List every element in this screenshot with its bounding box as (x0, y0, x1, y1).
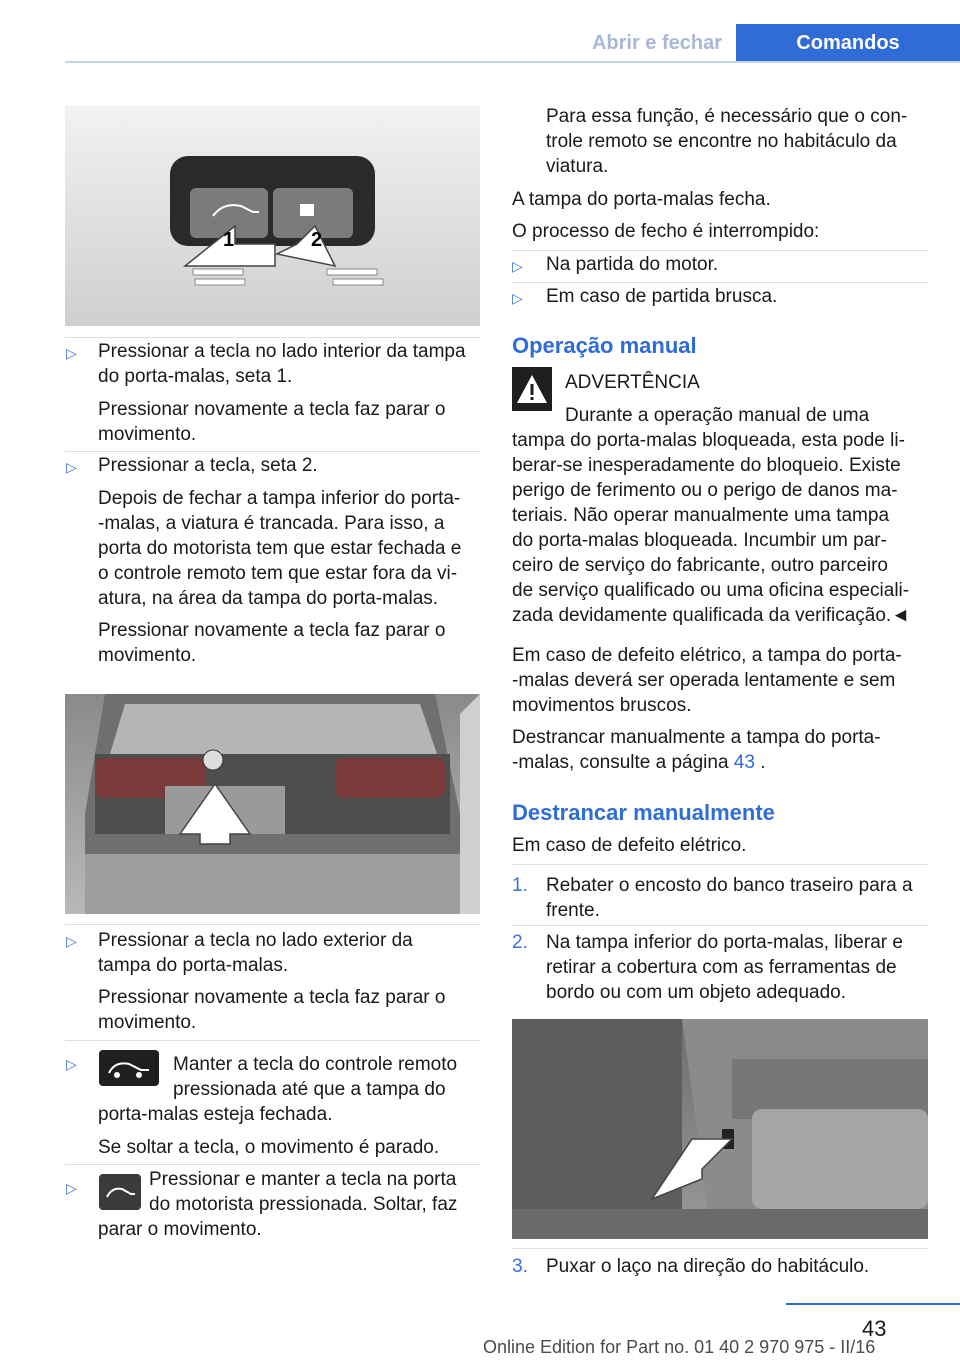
figure-trunk-floor (512, 1019, 928, 1239)
chapter-tab[interactable]: Comandos (736, 24, 960, 62)
paragraph: O processo de fecho é interrompido: (512, 221, 820, 242)
bullet-subtext: Depois de fechar a tampa inferior do porta- (98, 488, 461, 509)
step-number: 3. (512, 1256, 528, 1277)
page-link[interactable]: 43 (733, 752, 755, 773)
bullet-subtext: movimento. (98, 424, 197, 445)
list-divider (512, 282, 928, 283)
list-divider (65, 337, 480, 338)
list-divider (65, 1040, 480, 1041)
step-number: 1. (512, 875, 528, 896)
step-number: 2. (512, 932, 528, 953)
bullet-text: porta-malas esteja fechada. (98, 1104, 333, 1125)
bullet-subtext: atura, na área da tampa do porta-malas. (98, 588, 439, 609)
list-divider (512, 1248, 928, 1249)
warning-text: perigo de ferimento ou o perigo de danos ma- (512, 480, 898, 501)
figure-car-rear (65, 694, 480, 914)
car-icon (99, 1050, 159, 1086)
list-divider (65, 924, 480, 925)
list-divider (65, 1164, 480, 1165)
step-text: frente. (546, 900, 600, 921)
bullet-text: tampa do porta-malas. (98, 955, 289, 976)
figure-inside-buttons (65, 106, 480, 326)
warning-triangle-icon (512, 367, 552, 411)
bullet-icon: ▷ (66, 345, 77, 361)
section-heading: Destrancar manualmente (512, 800, 775, 825)
paragraph: Destrancar manualmente a tampa do porta- (512, 727, 881, 748)
continuation-text: viatura. (546, 156, 609, 177)
paragraph (512, 750, 766, 775)
bullet-text: Na partida do motor. (546, 254, 719, 275)
bullet-text: Pressionar a tecla, seta 2. (98, 455, 318, 476)
header-divider (65, 61, 960, 63)
figure-trunk-floor-drawing (512, 1019, 928, 1239)
step-text: bordo ou com um objeto adequado. (546, 982, 846, 1003)
bullet-text: do motorista pressionada. Soltar, faz (149, 1194, 458, 1215)
bullet-icon: ▷ (66, 933, 77, 949)
arrow-label-1: 1 (223, 229, 235, 251)
warning-text: zada devidamente qualificada da verificação.◄ (512, 605, 910, 626)
footer-divider (786, 1303, 960, 1305)
step-text: Puxar o laço na direção do habitáculo. (546, 1256, 870, 1277)
list-divider (512, 864, 928, 865)
bullet-subtext: Se soltar a tecla, o movimento é parado. (98, 1137, 440, 1158)
step-text: Rebater o encosto do banco traseiro para a (546, 875, 913, 896)
bullet-text: pressionada até que a tampa do (173, 1079, 446, 1100)
list-divider (65, 451, 480, 452)
warning-text: de serviço qualificado ou uma oficina especiali- (512, 580, 910, 601)
bullet-text: parar o movimento. (98, 1219, 262, 1240)
bullet-text: Em caso de partida brusca. (546, 286, 778, 307)
bullet-subtext: porta do motorista tem que estar fechada e (98, 538, 462, 559)
bullet-text: Pressionar a tecla no lado interior da tampa (98, 341, 466, 362)
bullet-subtext: o controle remoto tem que estar fora da vi- (98, 563, 458, 584)
bullet-subtext: movimento. (98, 1012, 197, 1033)
bullet-icon: ▷ (512, 290, 523, 306)
paragraph: -malas deverá ser operada lentamente e sem (512, 670, 896, 691)
car-icon (99, 1174, 141, 1210)
bullet-icon: ▷ (66, 1056, 77, 1072)
warning-text: do porta-malas bloqueada. Incumbir um par- (512, 530, 887, 551)
warning-title: ADVERTÊNCIA (565, 372, 700, 393)
list-divider (512, 925, 928, 926)
bullet-text: Manter a tecla do controle remoto (173, 1054, 458, 1075)
paragraph: Em caso de defeito elétrico, a tampa do porta- (512, 645, 902, 666)
page-number: 43 (862, 1316, 887, 1341)
bullet-text: do porta-malas, seta 1. (98, 366, 293, 387)
warning-text: berar-se inesperadamente do bloqueio. Existe (512, 455, 901, 476)
bullet-subtext: -malas, a viatura é trancada. Para isso, a (98, 513, 445, 534)
bullet-text: Pressionar a tecla no lado exterior da (98, 930, 413, 951)
step-text: retirar a cobertura com as ferramentas de (546, 957, 897, 978)
bullet-icon: ▷ (66, 459, 77, 475)
paragraph: Em caso de defeito elétrico. (512, 835, 747, 856)
continuation-text: Para essa função, é necessário que o con- (546, 106, 908, 127)
section-tab[interactable]: Abrir e fechar (591, 31, 723, 54)
bullet-subtext: movimento. (98, 645, 197, 666)
warning-text: tampa do porta-malas bloqueada, esta pode li- (512, 430, 905, 451)
paragraph-text: . (754, 752, 766, 773)
warning-text: Durante a operação manual de uma (565, 405, 870, 426)
bullet-subtext: Pressionar novamente a tecla faz parar o (98, 399, 446, 420)
list-divider (512, 250, 928, 251)
bullet-text: Pressionar e manter a tecla na porta (149, 1169, 457, 1190)
warning-text: teriais. Não operar manualmente uma tampa (512, 505, 890, 526)
bullet-subtext: Pressionar novamente a tecla faz parar o (98, 987, 446, 1008)
section-heading: Operação manual (512, 333, 697, 358)
bullet-icon: ▷ (66, 1180, 77, 1196)
figure-inside-buttons-drawing (65, 106, 480, 326)
paragraph-text: -malas, consulte a página (512, 752, 734, 773)
figure-car-rear-drawing (65, 694, 480, 914)
bullet-subtext: Pressionar novamente a tecla faz parar o (98, 620, 446, 641)
edition-text: Online Edition for Part no. 01 40 2 970 975 - II/16 (483, 1337, 876, 1357)
paragraph: A tampa do porta-malas fecha. (512, 189, 771, 210)
arrow-label-2: 2 (311, 229, 323, 251)
step-text: Na tampa inferior do porta-malas, liberar e (546, 932, 903, 953)
warning-text: ceiro de serviço do fabricante, outro parceiro (512, 555, 888, 576)
continuation-text: trole remoto se encontre no habitáculo da (546, 131, 897, 152)
paragraph: movimentos bruscos. (512, 695, 692, 716)
bullet-icon: ▷ (512, 258, 523, 274)
